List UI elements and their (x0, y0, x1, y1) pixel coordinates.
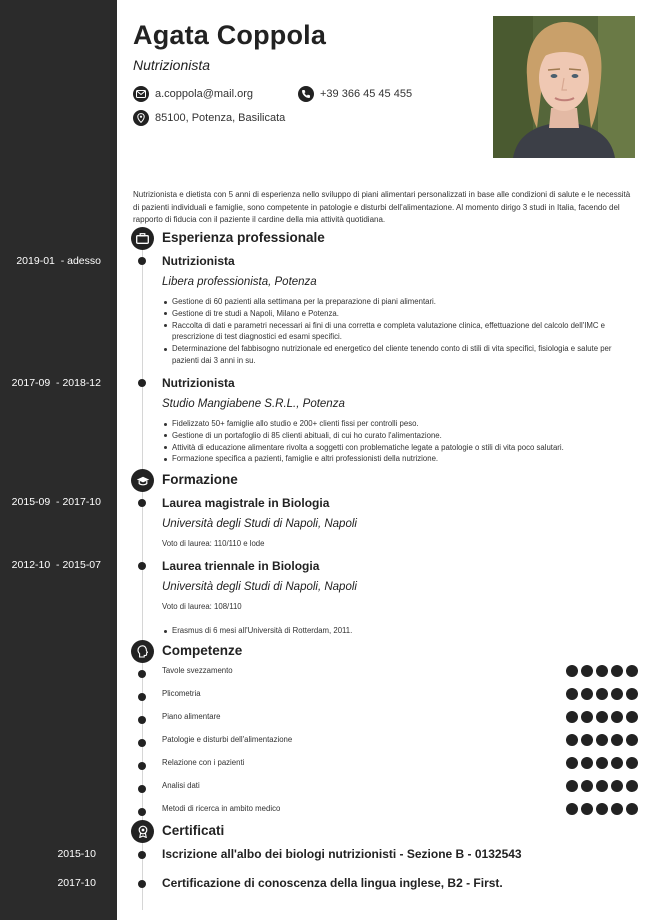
timeline-dot (138, 880, 146, 888)
contact-phone[interactable] (298, 86, 412, 102)
timeline-dot (138, 716, 146, 724)
profile-summary: Nutrizionista e dietista con 5 anni di esperienza nello sviluppo di piani alimentari personalizzati in base alle condizioni di salute e le necessità di pazienti individuali e famiglie, sono competente in patologie e disturbi dell'alimentazione. Al momento dirigo 3 studi in Italia, facendo del rapporto di fiducia con il paziente il cardine della mia attività quotidiana. (133, 190, 631, 225)
rating-dot (626, 711, 638, 723)
timeline-dot (138, 808, 146, 816)
brain-icon (131, 640, 154, 663)
job-title: Nutrizionista (162, 254, 235, 268)
candidate-name: Agata Coppola (133, 20, 327, 50)
rating-dot (596, 711, 608, 723)
skills-heading: Competenze (162, 643, 243, 658)
envelope-icon (133, 86, 149, 102)
certificate-date: 2017-10 (57, 877, 96, 889)
candidate-role: Nutrizionista (133, 57, 211, 73)
degree-title: Laurea triennale in Biologia (162, 559, 320, 573)
skill-rating (566, 803, 638, 815)
rating-dot (566, 711, 578, 723)
rating-dot (596, 665, 608, 677)
rating-dot (581, 711, 593, 723)
certificate-date: 2015-10 (57, 848, 96, 860)
rating-dot (596, 803, 608, 815)
timeline-dot (138, 693, 146, 701)
rating-dot (596, 757, 608, 769)
bullet-item: Formazione specifica a pazienti, famiglie e altri professionisti della nutrizione. (162, 453, 634, 465)
timeline-dot (138, 739, 146, 747)
rating-dot (566, 665, 578, 677)
address-text: 85100, Potenza, Basilicata (155, 112, 286, 124)
briefcase-icon (131, 227, 154, 250)
skill-name: Plicometria (162, 689, 201, 698)
school-name: Università degli Studi di Napoli, Napoli (162, 581, 357, 593)
rating-dot (566, 803, 578, 815)
timeline-dot (138, 257, 146, 265)
skill-name: Metodi di ricerca in ambito medico (162, 804, 281, 813)
job-company: Libera professionista, Potenza (162, 276, 317, 288)
timeline-dot (138, 379, 146, 387)
timeline-dot (138, 562, 146, 570)
phone-icon (298, 86, 314, 102)
email-text: a.coppola@mail.org (155, 88, 253, 100)
rating-dot (626, 757, 638, 769)
timeline-dot (138, 499, 146, 507)
rating-dot (566, 780, 578, 792)
sidebar (0, 0, 117, 920)
job-bullets (162, 296, 634, 367)
rating-dot (566, 757, 578, 769)
experience-heading: Esperienza professionale (162, 230, 325, 245)
rating-dot (626, 688, 638, 700)
skill-rating (566, 665, 638, 677)
bullet-item: Attività di educazione alimentare rivolta a soggetti con problematiche legate a patologie o stili di vita poco salutari. (162, 442, 634, 454)
skill-name: Patologie e disturbi dell'alimentazione (162, 735, 293, 744)
skill-rating (566, 688, 638, 700)
contact-address (133, 110, 285, 126)
skill-rating (566, 711, 638, 723)
bullet-item: Gestione di un portafoglio di 85 clienti abituali, di cui ho curato l'alimentazione. (162, 430, 634, 442)
job-date: 2019-01 - adesso (16, 255, 101, 267)
location-pin-icon (133, 110, 149, 126)
skill-name: Relazione con i pazienti (162, 758, 245, 767)
rating-dot (611, 757, 623, 769)
bullet-item: Gestione di 60 pazienti alla settimana per la preparazione di piani alimentari. (162, 296, 634, 308)
skill-rating (566, 780, 638, 792)
rating-dot (626, 780, 638, 792)
rating-dot (611, 734, 623, 746)
rating-dot (581, 780, 593, 792)
contact-email[interactable] (133, 86, 253, 102)
bullet-item: Gestione di tre studi a Napoli, Milano e Potenza. (162, 308, 634, 320)
bullet-item: Raccolta di dati e parametri necessari ai fini di una corretta e completa valutazione clinica, effettuazione del calcolo dell'IMC e prescrizione di test diagnostici ed esami specifici. (162, 320, 634, 344)
graduation-cap-icon (131, 469, 154, 492)
skill-rating (566, 757, 638, 769)
job-company: Studio Mangiabene S.R.L., Potenza (162, 398, 345, 410)
rating-dot (581, 734, 593, 746)
rating-dot (581, 803, 593, 815)
certificate-icon (131, 820, 154, 843)
rating-dot (596, 688, 608, 700)
rating-dot (611, 711, 623, 723)
skill-name: Piano alimentare (162, 712, 221, 721)
timeline-dot (138, 670, 146, 678)
education-date: 2012-10 - 2015-07 (11, 559, 101, 571)
job-title: Nutrizionista (162, 376, 235, 390)
bullet-item: Erasmus di 6 mesi all'Università di Rotterdam, 2011. (162, 625, 634, 637)
profile-photo (493, 16, 635, 158)
degree-title: Laurea magistrale in Biologia (162, 496, 330, 510)
timeline-dot (138, 851, 146, 859)
job-bullets (162, 418, 634, 465)
skill-name: Analisi dati (162, 781, 200, 790)
bullet-item: Fidelizzato 50+ famiglie allo studio e 200+ clienti fissi per controlli peso. (162, 418, 634, 430)
degree-grade: Voto di laurea: 110/110 e lode (162, 539, 265, 548)
rating-dot (581, 757, 593, 769)
job-date: 2017-09 - 2018-12 (11, 377, 101, 389)
education-bullets (162, 625, 634, 637)
skill-rating (566, 734, 638, 746)
rating-dot (566, 688, 578, 700)
rating-dot (611, 780, 623, 792)
certificates-heading: Certificati (162, 823, 225, 838)
education-heading: Formazione (162, 472, 238, 487)
degree-grade: Voto di laurea: 108/110 (162, 602, 242, 611)
school-name: Università degli Studi di Napoli, Napoli (162, 518, 357, 530)
rating-dot (626, 665, 638, 677)
rating-dot (596, 734, 608, 746)
rating-dot (611, 665, 623, 677)
rating-dot (581, 665, 593, 677)
phone-text: +39 366 45 45 455 (320, 88, 413, 100)
timeline-dot (138, 785, 146, 793)
education-date: 2015-09 - 2017-10 (11, 496, 101, 508)
rating-dot (626, 803, 638, 815)
certificate-title: Iscrizione all'albo dei biologi nutrizionisti - Sezione B - 0132543 (162, 847, 522, 861)
rating-dot (581, 688, 593, 700)
rating-dot (596, 780, 608, 792)
rating-dot (611, 688, 623, 700)
rating-dot (626, 734, 638, 746)
skill-name: Tavole svezzamento (162, 666, 233, 675)
certificate-title: Certificazione di conoscenza della lingua inglese, B2 - First. (162, 876, 503, 890)
rating-dot (566, 734, 578, 746)
bullet-item: Determinazione del fabbisogno nutrizionale ed energetico del cliente tenendo conto di stili di vita specifici, fisiologia e salute per pazienti dai 3 anni in su. (162, 343, 634, 367)
rating-dot (611, 803, 623, 815)
timeline-dot (138, 762, 146, 770)
